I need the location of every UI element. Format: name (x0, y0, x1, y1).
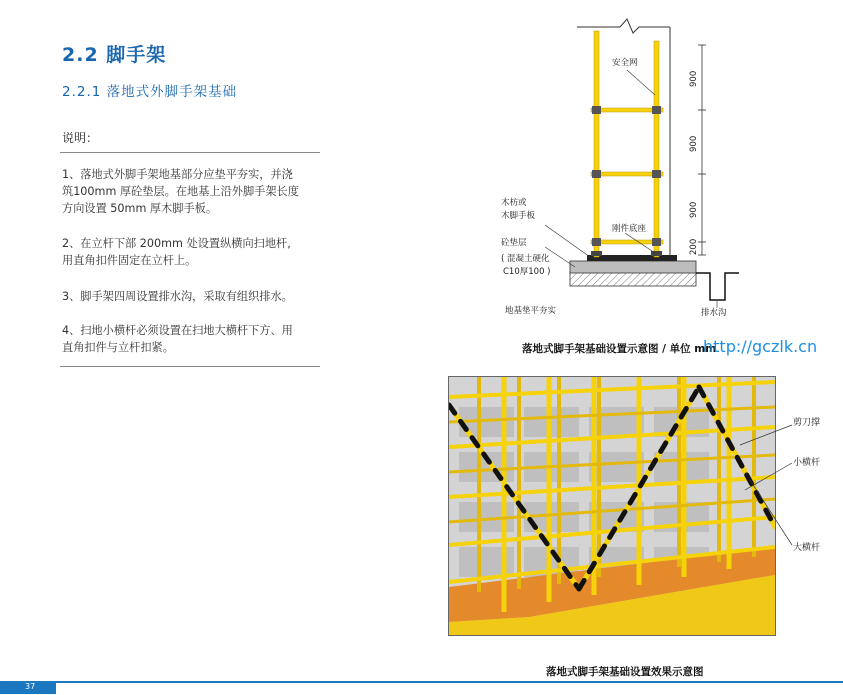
label-wood-board-2: 木脚手板 (501, 211, 536, 221)
label-concrete-note-1: ( 混凝土硬化 (501, 254, 550, 264)
label-wood-board-1: 木枋或 (501, 198, 527, 208)
scaffold-post-right (654, 41, 659, 257)
illustration-leaders (700, 405, 800, 555)
dimension-200: 200 (689, 238, 699, 255)
divider-bottom (60, 366, 320, 367)
label-concrete-note-2: C10厚100 ) (503, 267, 551, 277)
dimension-900-1: 900 (689, 70, 699, 87)
clamp (652, 106, 661, 114)
break-line (577, 19, 670, 33)
clamp (652, 170, 661, 178)
paragraph-1-line-3: 方向设置 50mm 厚木脚手板。 (62, 202, 218, 215)
clamp (592, 170, 601, 178)
label-large-crossbar: 大横杆 (793, 543, 821, 553)
dimension-900-3: 900 (689, 201, 699, 218)
paragraph-2-line-1: 2、在立杆下部 200mm 处设置纵横向扫地杆, (62, 237, 291, 250)
diagram-caption: 落地式脚手架基础设置示意图 / 单位 mm (522, 343, 717, 355)
paragraph-4-line-2: 直角扣件与立杆扣紧。 (62, 341, 174, 354)
concrete-pad (570, 261, 696, 273)
paragraph-3 (62, 288, 324, 305)
paragraph-4 (62, 322, 324, 356)
page-number: 37 (25, 682, 36, 691)
scaffold-post-left (594, 31, 599, 257)
clamp (592, 106, 601, 114)
section-subtitle: 2.2.1 落地式外脚手架基础 (62, 84, 238, 100)
leader-wood-board (545, 225, 590, 257)
label-drain: 排水沟 (701, 308, 727, 318)
label-steel-base: 刚件底座 (612, 224, 647, 234)
clamp (652, 238, 661, 246)
label-small-crossbar: 小横杆 (793, 458, 821, 468)
paragraph-1-line-1: 1、落地式外脚手架地基部分应垫平夯实，并浇 (62, 168, 293, 181)
drain-ditch (696, 273, 739, 300)
leader-large-crossbar (750, 480, 792, 545)
label-concrete-pad: 砼垫层 (501, 238, 527, 248)
dimension-900-2: 900 (689, 135, 699, 152)
paragraph-1 (62, 166, 324, 217)
footer-rule (0, 681, 843, 683)
divider-top (60, 152, 320, 153)
leader-scissor-brace (740, 425, 792, 445)
leader-safety-net (627, 70, 655, 95)
paragraph-4-line-1: 4、扫地小横杆必须设置在扫地大横杆下方、用 (62, 324, 293, 337)
paragraph-1-line-2: 筑100mm 厚砼垫层。在地基上沿外脚手架长度 (62, 185, 299, 198)
label-scissor-brace: 剪刀撑 (793, 418, 821, 428)
watermark-url: http://gczlk.cn (703, 337, 818, 356)
paragraph-2 (62, 235, 324, 269)
description-label: 说明： (62, 131, 99, 145)
label-foundation: 地基垫平夯实 (505, 306, 557, 316)
label-safety-net: 安全网 (612, 58, 638, 68)
ground-hatch (570, 272, 696, 286)
page-title: 2.2 脚手架 (62, 44, 167, 66)
paragraph-2-line-2: 用直角扣件固定在立杆上。 (62, 254, 197, 267)
illustration-caption: 落地式脚手架基础设置效果示意图 (546, 666, 704, 678)
steel-base-left (591, 251, 602, 256)
clamp (592, 238, 601, 246)
paragraph-3-line-1: 3、脚手架四周设置排水沟，采取有组织排水。 (62, 290, 293, 303)
foundation-section-diagram (495, 15, 760, 320)
leader-small-crossbar (745, 463, 792, 490)
